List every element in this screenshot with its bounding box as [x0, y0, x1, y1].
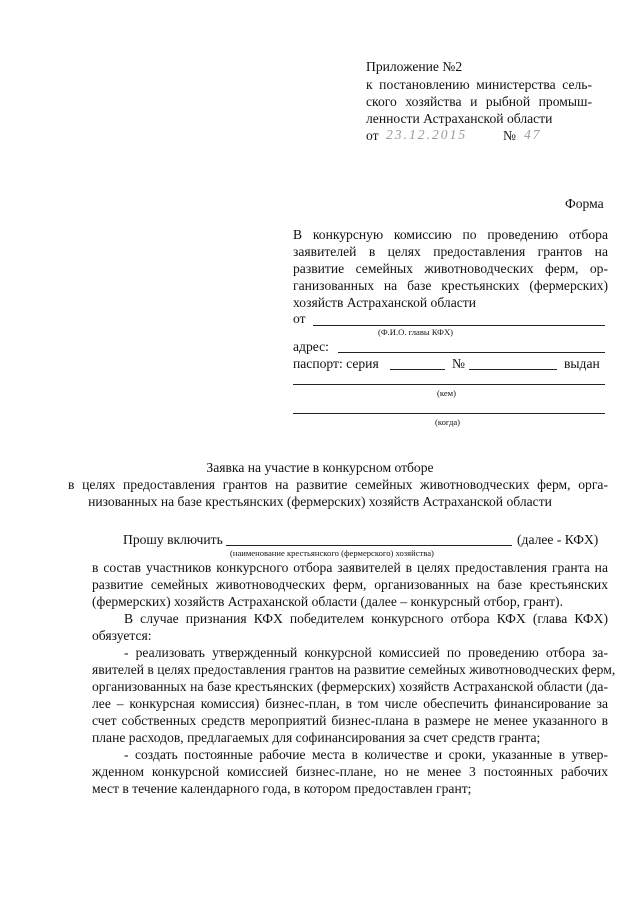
para3-line-4: лее – конкурсная комиссия) бизнес-план, в том числе обеспечить финансирование за [92, 696, 608, 711]
appendix-number-label: № [503, 128, 516, 143]
address-label: адрес: [293, 339, 329, 354]
appendix-line-1: к постановлению министерства сель- [366, 77, 592, 92]
para1-line-2: развитие семейных животноводческих ферм, организованных на базе крестьянских [92, 577, 608, 592]
addressee-line-2: заявителей в целях предоставления грантов на [293, 244, 608, 259]
issued-by-hint: (кем) [437, 388, 456, 398]
farm-name-hint: (наименование крестьянского (фермерского) хозяйства) [230, 548, 434, 558]
farm-name-blank[interactable] [226, 545, 512, 546]
para4-line-2: жденном конкурсной комиссией бизнес-плане, но не менее 3 постоянных рабочих [92, 764, 608, 779]
heading-line-3: низованных на базе крестьянских (фермерских) хозяйств Астраханской области [88, 494, 552, 509]
para3-line-6: плане расходов, предлагаемых для софинансирования за счет средств гранта; [92, 730, 541, 745]
appendix-date-value: 23.12.2015 [386, 127, 468, 142]
para1-line-1: в состав участников конкурсного отбора заявителей в целях предоставления гранта на [92, 560, 608, 575]
issued-label: выдан [564, 356, 600, 371]
para1-line-3: (фермерских) хозяйств Астраханской области (далее – конкурсный отбор, грант). [92, 594, 563, 609]
from-blank[interactable] [313, 325, 605, 326]
addressee-line-4: ганизованных на базе крестьянских (фермерских) [293, 278, 608, 293]
addressee-line-1: В конкурсную комиссию по проведению отбора [293, 227, 608, 242]
para3-line-3: организованных на базе крестьянских (фермерских) хозяйств Астраханской области (да- [92, 679, 608, 694]
passport-number-label: № [452, 356, 465, 371]
heading-line-2: в целях предоставления грантов на развитие семейных животноводческих ферм, орга- [68, 477, 608, 492]
passport-series-blank[interactable] [390, 369, 445, 370]
from-label: от [293, 311, 306, 326]
request-prefix: Прошу включить [123, 532, 223, 547]
heading-line-1: Заявка на участие в конкурсном отборе [206, 460, 434, 475]
para2-line-1: В случае признания КФХ победителем конкурсного отбора КФХ (глава КФХ) [124, 611, 608, 626]
issued-by-blank[interactable] [293, 384, 605, 385]
appendix-line-2: ского хозяйства и рыбной промыш- [366, 94, 592, 109]
passport-number-blank[interactable] [469, 369, 557, 370]
appendix-line-3: ленности Астраханской области [366, 111, 553, 126]
para3-line-5: счет собственных средств мероприятий бизнес-плана в размере не менее указанного в [92, 713, 608, 728]
issued-when-hint: (когда) [435, 417, 461, 427]
para3-line-1: - реализовать утвержденный конкурсной комиссией по проведению отбора за- [124, 645, 608, 660]
para4-line-1: - создать постоянные рабочие места в количестве и сроки, указанные в утвер- [124, 747, 608, 762]
appendix-title: Приложение №2 [366, 59, 463, 74]
address-blank[interactable] [338, 352, 605, 353]
para3-line-2: явителей в целях предоставления грантов на развитие семейных животноводческих ферм, [92, 662, 616, 677]
passport-series-label: паспорт: серия [293, 356, 379, 371]
issued-when-blank[interactable] [293, 413, 605, 414]
para4-line-3: мест в течение календарного года, в котором предоставлен грант; [92, 781, 472, 796]
appendix-number-value: 47 [524, 127, 542, 142]
para2-line-2: обязуется: [92, 628, 152, 643]
addressee-line-3: развитие семейных животноводческих ферм, ор- [293, 261, 608, 276]
appendix-date-label: от [366, 128, 379, 143]
form-label: Форма [565, 196, 604, 211]
from-hint: (Ф.И.О. главы КФХ) [378, 327, 454, 337]
addressee-line-5: хозяйств Астраханской области [293, 295, 476, 310]
request-suffix: (далее - КФХ) [517, 532, 599, 547]
